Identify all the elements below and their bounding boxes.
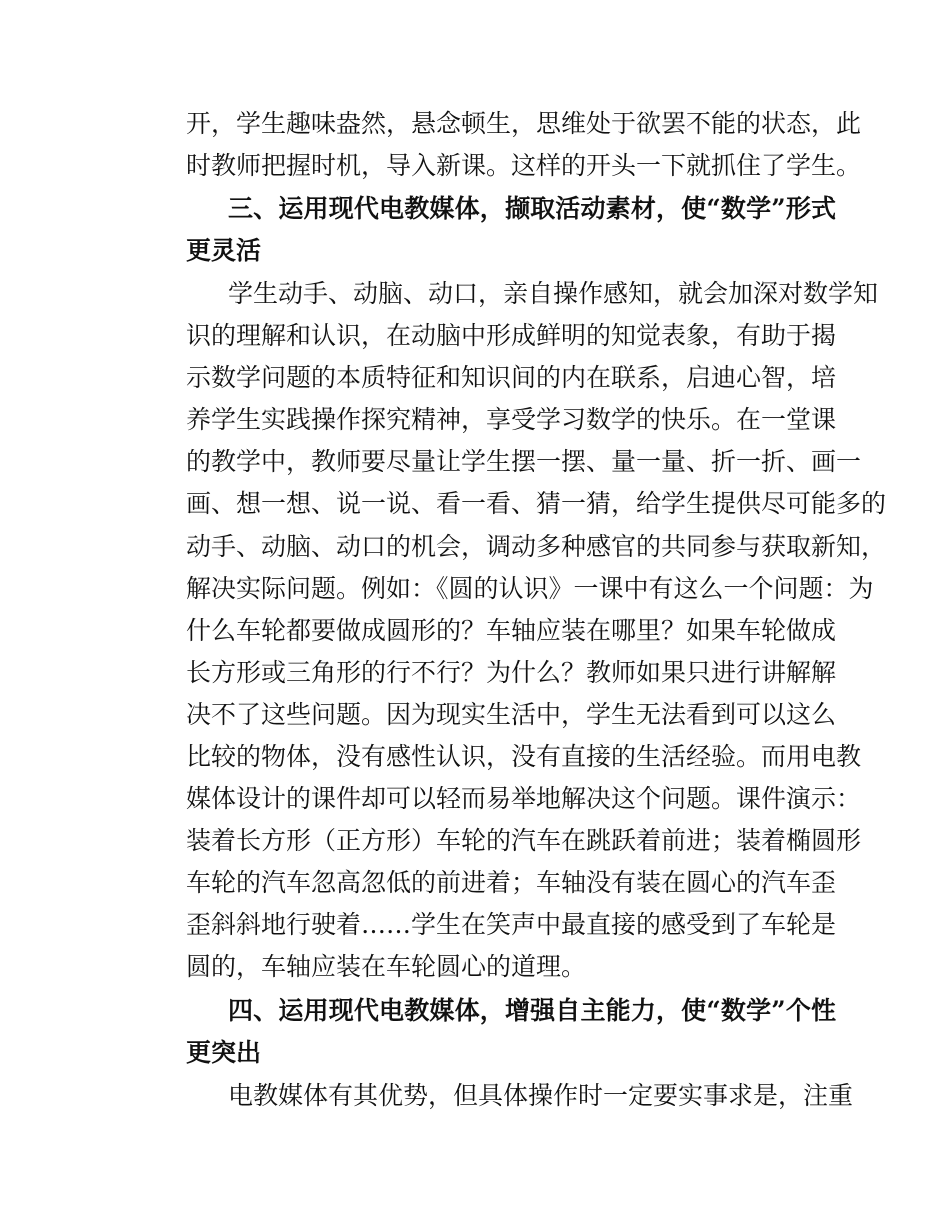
body-text-line: 识的理解和认识，在动脑中形成鲜明的知觉表象，有助于揭 — [186, 321, 837, 350]
body-text-line: 车轮的汽车忽高忽低的前进着；车轴没有装在圆心的汽车歪 — [186, 868, 837, 897]
body-text-line: 时教师把握时机，导入新课。这样的开头一下就抓住了学生。 — [186, 151, 862, 180]
body-text-line: 养学生实践操作探究精神，享受学习数学的快乐。在一堂课 — [186, 405, 837, 434]
section-heading-3-continued: 更灵活 — [186, 236, 262, 265]
body-text-line: 开，学生趣味盎然，悬念顿生，思维处于欲罢不能的状态，此 — [186, 109, 862, 138]
body-text-line: 的教学中，教师要尽量让学生摆一摆、量一量、折一折、画一 — [186, 447, 862, 476]
body-text-line: 画、想一想、说一说、看一看、猜一猜，给学生提供尽可能多的 — [186, 489, 887, 518]
body-text-line: 动手、动脑、动口的机会，调动多种感官的共同参与获取新知， — [186, 532, 887, 561]
body-text-line: 决不了这些问题。因为现实生活中，学生无法看到可以这么 — [186, 700, 837, 729]
body-text-line: 比较的物体，没有感性认识，没有直接的生活经验。而用电教 — [186, 742, 862, 771]
body-text-line: 装着长方形（正方形）车轮的汽车在跳跃着前进；装着椭圆形 — [186, 826, 862, 855]
body-text-line: 歪斜斜地行驶着……学生在笑声中最直接的感受到了车轮是 — [186, 910, 837, 939]
paragraph-first-line: 电教媒体有其优势，但具体操作时一定要实事求是，注重 — [228, 1081, 854, 1110]
body-text-line: 解决实际问题。例如：《圆的认识》一课中有这么一个问题：为 — [186, 574, 874, 603]
paragraph-last-line: 圆的，车轴应装在车轮圆心的道理。 — [186, 952, 587, 981]
body-text-line: 长方形或三角形的行不行？为什么？教师如果只进行讲解解 — [186, 658, 837, 687]
section-heading-4-continued: 更突出 — [186, 1038, 262, 1067]
body-text-line: 什么车轮都要做成圆形的？车轴应装在哪里？如果车轮做成 — [186, 616, 837, 645]
paragraph-first-line: 学生动手、动脑、动口，亲自操作感知，就会加深对数学知 — [228, 279, 879, 308]
section-heading-4: 四、运用现代电教媒体，增强自主能力，使“数学”个性 — [228, 996, 836, 1025]
body-text-line: 媒体设计的课件却可以轻而易举地解决这个问题。课件演示： — [186, 784, 862, 813]
body-text-line: 示数学问题的本质特征和知识间的内在联系，启迪心智，培 — [186, 363, 837, 392]
section-heading-3: 三、运用现代电教媒体，撷取活动素材，使“数学”形式 — [228, 194, 836, 223]
